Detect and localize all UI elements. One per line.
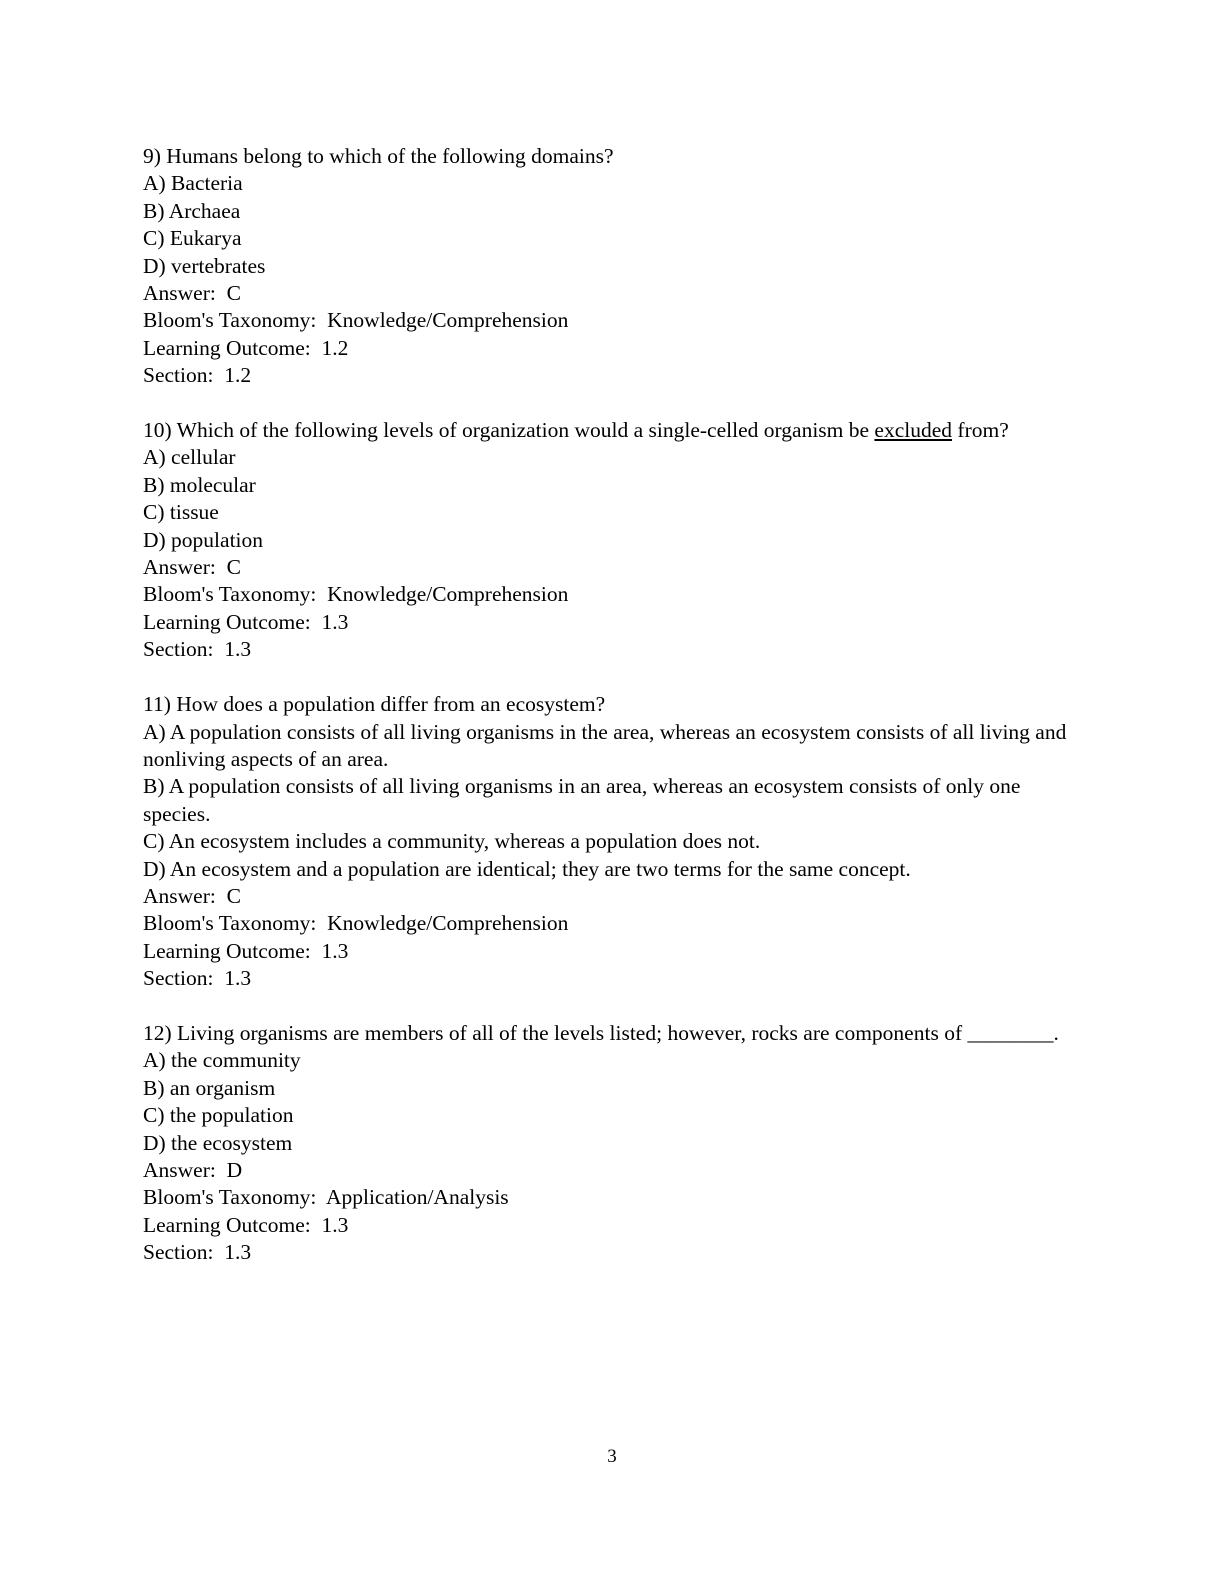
option-c: C) An ecosystem includes a community, whereas a population does not. (143, 829, 761, 854)
section-line: Section: 1.3 (143, 966, 252, 991)
option-a: A) Bacteria (143, 171, 243, 196)
question-9 (143, 143, 1073, 390)
blooms-taxonomy-line: Bloom's Taxonomy: Knowledge/Comprehension (143, 582, 569, 607)
option-d: D) An ecosystem and a population are identical; they are two terms for the same concept. (143, 856, 911, 881)
question-stem: 10) Which of the following levels of organization would a single-celled organism be excluded from? (143, 418, 1009, 443)
question-list (143, 143, 1073, 1294)
option-b: B) A population consists of all living organisms in an area, whereas an ecosystem consists of only one species. (143, 774, 1026, 826)
question-10 (143, 417, 1073, 664)
option-b: B) an organism (143, 1075, 276, 1100)
answer-line: Answer: C (143, 555, 241, 580)
blooms-taxonomy-line: Bloom's Taxonomy: Application/Analysis (143, 1185, 509, 1210)
option-c: C) the population (143, 1103, 294, 1128)
option-c: C) Eukarya (143, 226, 242, 251)
option-a: A) cellular (143, 445, 236, 470)
question-stem: 9) Humans belong to which of the following domains? (143, 144, 614, 168)
option-d: D) vertebrates (143, 253, 266, 278)
question-11 (143, 691, 1073, 992)
page-number: 3 (607, 1446, 617, 1467)
option-a: A) A population consists of all living organisms in the area, whereas an ecosystem consists of all living and nonliving aspects of an area. (143, 719, 1072, 771)
question-12 (143, 1020, 1073, 1267)
section-line: Section: 1.3 (143, 637, 252, 662)
emphasized-word: excluded (874, 418, 953, 443)
question-stem: 11) How does a population differ from an ecosystem? (143, 692, 606, 717)
answer-line: Answer: D (143, 1157, 243, 1182)
option-d: D) population (143, 527, 264, 552)
option-b: B) molecular (143, 472, 256, 497)
option-b: B) Archaea (143, 198, 241, 223)
section-line: Section: 1.2 (143, 363, 252, 388)
learning-outcome-line: Learning Outcome: 1.2 (143, 335, 349, 360)
section-line: Section: 1.3 (143, 1240, 252, 1265)
learning-outcome-line: Learning Outcome: 1.3 (143, 609, 349, 634)
learning-outcome-line: Learning Outcome: 1.3 (143, 1212, 349, 1237)
blooms-taxonomy-line: Bloom's Taxonomy: Knowledge/Comprehension (143, 911, 569, 936)
option-c: C) tissue (143, 500, 219, 525)
blooms-taxonomy-line: Bloom's Taxonomy: Knowledge/Comprehension (143, 308, 569, 333)
answer-line: Answer: C (143, 281, 241, 306)
answer-line: Answer: C (143, 883, 241, 908)
question-stem: 12) Living organisms are members of all of the levels listed; however, rocks are components of ________. (143, 1020, 1059, 1045)
learning-outcome-line: Learning Outcome: 1.3 (143, 938, 349, 963)
option-a: A) the community (143, 1048, 301, 1073)
option-d: D) the ecosystem (143, 1130, 293, 1155)
